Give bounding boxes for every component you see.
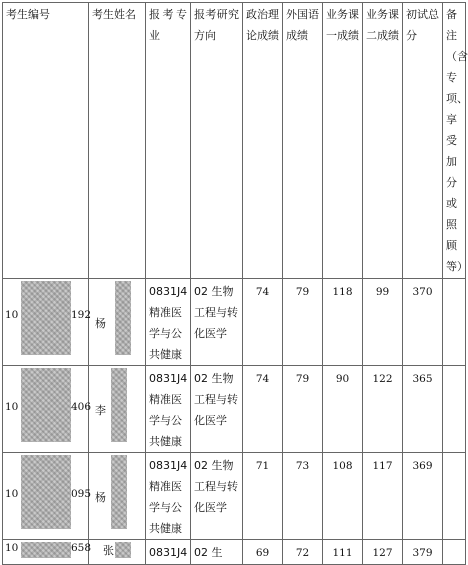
id-prefix: 10 (5, 488, 19, 500)
cell-foreign: 79 (283, 366, 323, 453)
student-name: 杨 (95, 491, 106, 504)
id-suffix: 658 (71, 542, 92, 554)
cell-name (89, 366, 146, 453)
cell-course1: 108 (323, 453, 363, 540)
cell-foreign: 72 (283, 540, 323, 565)
cell-id (3, 540, 92, 565)
col-header-course1: 业务课一成绩 (323, 3, 363, 279)
cell-foreign: 73 (283, 453, 323, 540)
col-header-remark: 备注（含专项、享受加分或照顾等） (443, 3, 466, 279)
cell-remark (443, 540, 466, 565)
cell-course1: 111 (323, 540, 363, 565)
redaction-mosaic (115, 281, 131, 355)
cell-total: 370 (403, 279, 443, 366)
col-header-major: 报考专业 (146, 3, 191, 279)
cell-total: 379 (403, 540, 443, 565)
table-row (3, 279, 466, 366)
score-table (2, 2, 466, 565)
cell-major: 0831J4精准医学与公共健康 (146, 366, 191, 453)
col-header-foreign: 外国语成绩 (283, 3, 323, 279)
cell-foreign: 79 (283, 279, 323, 366)
col-header-id: 考生编号 (3, 3, 89, 279)
cell-id (3, 366, 92, 453)
col-header-politics: 政治理论成绩 (243, 3, 283, 279)
redaction-mosaic (21, 455, 71, 529)
header-row (3, 3, 466, 279)
redaction-mosaic (115, 542, 131, 558)
id-prefix: 10 (5, 542, 19, 554)
cell-name (89, 279, 146, 366)
redaction-mosaic (21, 281, 71, 355)
cell-total: 365 (403, 366, 443, 453)
table-row (3, 540, 466, 565)
student-name: 杨 (95, 317, 106, 330)
student-name: 李 (95, 404, 106, 417)
cell-direction: 02 生 (191, 540, 243, 565)
cell-course2: 127 (363, 540, 403, 565)
cell-total: 369 (403, 453, 443, 540)
cell-course2: 117 (363, 453, 403, 540)
col-header-name: 考生姓名 (89, 3, 146, 279)
cell-direction: 02 生物工程与转化医学 (191, 453, 243, 540)
cell-major: 0831J4精准医学与公共健康 (146, 453, 191, 540)
col-header-course2: 业务课二成绩 (363, 3, 403, 279)
cell-politics: 71 (243, 453, 283, 540)
table-row (3, 366, 466, 453)
cell-id (3, 279, 92, 366)
id-suffix: 406 (71, 401, 92, 413)
cell-major: 0831J4精准医学与公共健康 (146, 279, 191, 366)
cell-remark (443, 366, 466, 453)
cell-major: 0831J4 (146, 540, 191, 565)
cell-name (89, 453, 146, 540)
col-header-total: 初试总分 (403, 3, 443, 279)
cell-direction: 02 生物工程与转化医学 (191, 366, 243, 453)
cell-course1: 118 (323, 279, 363, 366)
cell-politics: 74 (243, 279, 283, 366)
cell-course2: 122 (363, 366, 403, 453)
id-suffix: 095 (71, 488, 92, 500)
col-header-direction: 报考研究方向 (191, 3, 243, 279)
cell-name (89, 540, 146, 565)
cell-course2: 99 (363, 279, 403, 366)
id-suffix: 192 (71, 309, 92, 321)
cell-politics: 69 (243, 540, 283, 565)
cell-remark (443, 279, 466, 366)
table-row (3, 453, 466, 540)
cell-id (3, 453, 92, 540)
cell-direction: 02 生物工程与转化医学 (191, 279, 243, 366)
id-prefix: 10 (5, 401, 19, 413)
id-prefix: 10 (5, 309, 19, 321)
cell-politics: 74 (243, 366, 283, 453)
cell-remark (443, 453, 466, 540)
student-name: 张 (103, 544, 114, 557)
redaction-mosaic (111, 455, 127, 529)
cell-course1: 90 (323, 366, 363, 453)
redaction-mosaic (21, 542, 71, 558)
